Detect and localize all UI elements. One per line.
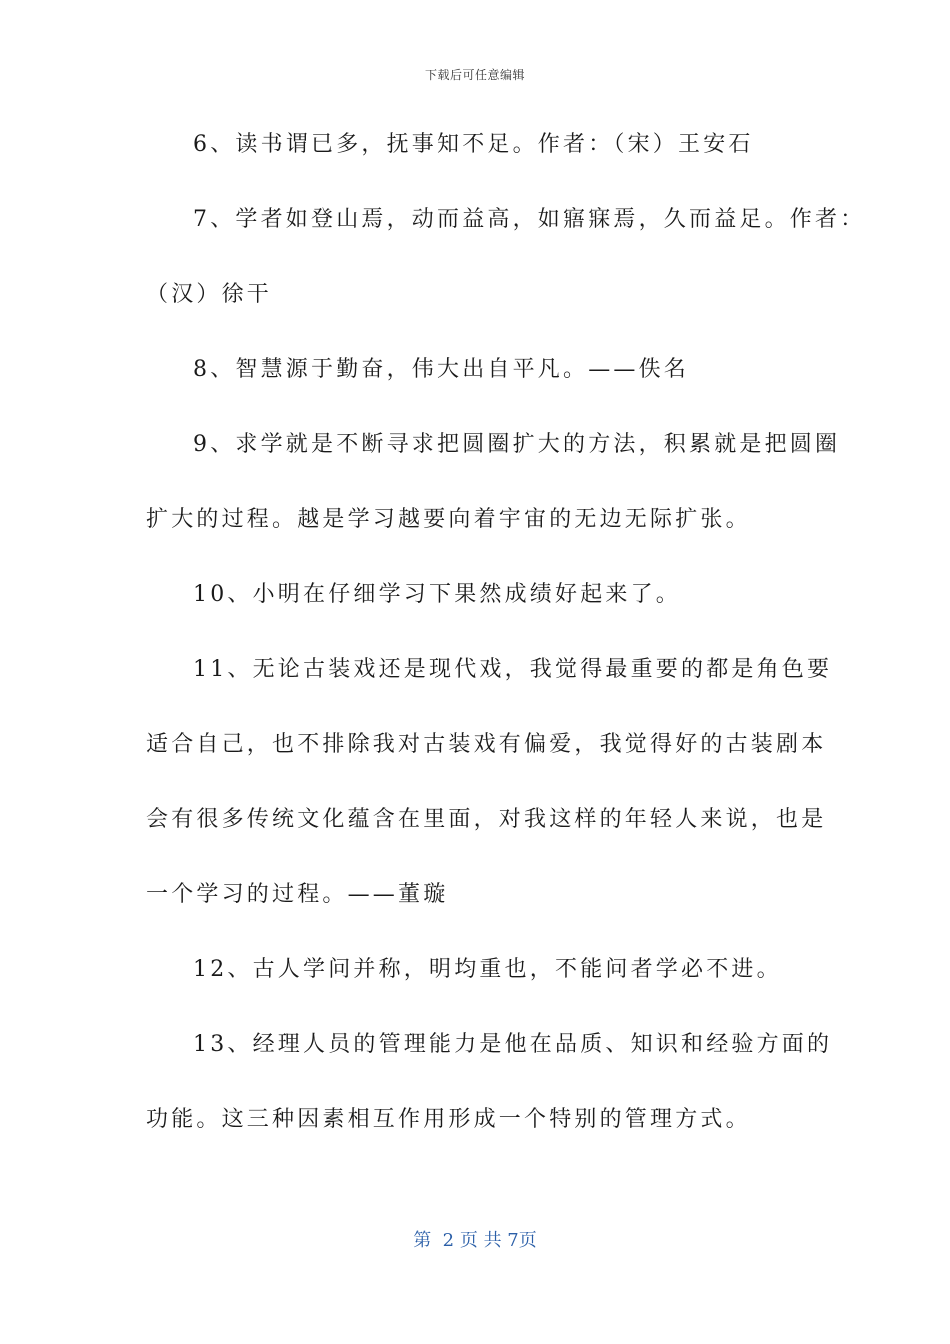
text-line: 13、经理人员的管理能力是他在品质、知识和经验方面的 (193, 1032, 833, 1057)
text-line: 10、小明在仔细学习下果然成绩好起来了。 (193, 582, 681, 607)
page-number: 第 2 页 共 7页 (413, 1230, 537, 1251)
text-line: 会有很多传统文化蕴含在里面，对我这样的年轻人来说，也是 (146, 807, 827, 832)
text-line: （汉）徐干 (146, 282, 273, 307)
text-line: 8、智慧源于勤奋，伟大出自平凡。——佚名 (193, 357, 689, 382)
text-line: 12、古人学问并称，明均重也，不能问者学必不进。 (193, 957, 782, 982)
text-line: 6、读书谓已多，抚事知不足。作者：（宋）王安石 (193, 132, 754, 157)
text-line: 扩大的过程。越是学习越要向着宇宙的无边无际扩张。 (146, 507, 751, 532)
text-line: 9、求学就是不断寻求把圆圈扩大的方法，积累就是把圆圈 (193, 432, 841, 457)
text-line: 7、学者如登山焉，动而益高，如寤寐焉，久而益足。作者： (193, 207, 866, 232)
header-note: 下载后可任意编辑 (424, 68, 525, 82)
text-line: 一个学习的过程。——董璇 (146, 882, 449, 907)
text-line: 适合自己，也不排除我对古装戏有偏爱，我觉得好的古装剧本 (146, 732, 827, 757)
text-line: 11、无论古装戏还是现代戏，我觉得最重要的都是角色要 (193, 657, 833, 682)
text-line: 功能。这三种因素相互作用形成一个特别的管理方式。 (146, 1107, 751, 1132)
